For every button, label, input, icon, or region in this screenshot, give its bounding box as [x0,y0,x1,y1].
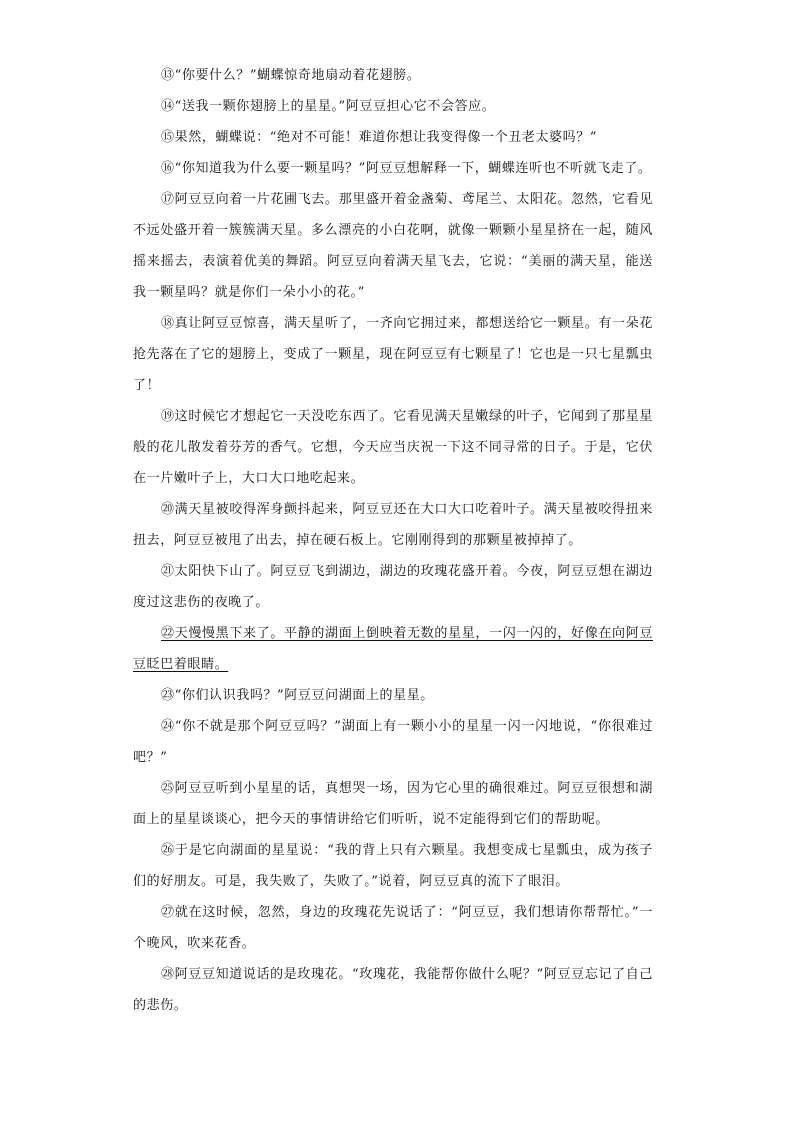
paragraph-25: ㉕阿豆豆听到小星星的话，真想哭一场，因为它心里的确很难过。阿豆豆很想和湖面上的星星谈谈心，把今天的事情讲给它们听听，说不定能得到它们的帮助呢。 [133,781,653,827]
paragraph-14: ⑭“送我一颗你翅膀上的星星。”阿豆豆担心它不会答应。 [161,99,496,114]
paragraph-27: ㉗就在这时候，忽然，身边的玫瑰花先说话了：“阿豆豆，我们想请你帮帮忙。”一个晚风，吹来花香。 [133,905,653,951]
paragraph-28: ㉘阿豆豆知道说话的是玫瑰花。“玫瑰花，我能帮你做什么呢？”阿豆豆忘记了自己的悲伤。 [133,967,653,1013]
paragraph-13: ⑬“你要什么？”蝴蝶惊奇地扇动着花翅膀。 [161,68,421,83]
story-text [133,60,653,1021]
paragraph-15: ⑮果然，蝴蝶说：“绝对不可能！难道你想让我变得像一个丑老太婆吗？” [161,130,598,145]
paragraph-17: ⑰阿豆豆向着一片花圃飞去。那里盛开着金盏菊、鸢尾兰、太阳花。忽然，它看见不远处盛开着一簇簇满天星。多么漂亮的小白花啊，就像一颗颗小星星挤在一起，随风摇来摇去，表演着优美的舞蹈。阿豆豆向着满天星飞去，它说：“美丽的满天星，能送我一颗星吗？就是你们一朵小小的花。” [133,192,653,300]
paragraph-16: ⑯“你知道我为什么要一颗星吗？”阿豆豆想解释一下，蝴蝶连听也不听就飞走了。 [161,161,652,176]
paragraph-22-underlined: ㉒天慢慢黑下来了。平静的湖面上倒映着无数的星星，一闪一闪的，好像在向阿豆豆眨巴着眼睛。 [133,626,653,672]
paragraph-26: ㉖于是它向湖面的星星说：“我的背上只有六颗星。我想变成七星瓢虫，成为孩子们的好朋友。可是，我失败了，失败了。”说着，阿豆豆真的流下了眼泪。 [133,843,653,889]
paragraph-19: ⑲这时候它才想起它一天没吃东西了。它看见满天星嫩绿的叶子，它闻到了那星星般的花儿散发着芬芳的香气。它想，今天应当庆祝一下这不同寻常的日子。于是，它伏在一片嫩叶子上，大口大口地吃起来。 [133,409,653,486]
paragraph-23: ㉓“你们认识我吗？”阿豆豆问湖面上的星星。 [161,688,434,703]
paragraph-20: ⑳满天星被咬得浑身颤抖起来，阿豆豆还在大口大口吃着叶子。满天星被咬得扭来扭去，阿豆豆被甩了出去，掉在硬石板上。它刚刚得到的那颗星被掉掉了。 [133,502,653,548]
paragraph-24: ㉔“你不就是那个阿豆豆吗？”湖面上有一颗小小的星星一闪一闪地说，“你很难过吧？” [133,719,653,765]
paragraph-18: ⑱真让阿豆豆惊喜，满天星听了，一齐向它拥过来，都想送给它一颗星。有一朵花抢先落在了它的翅膀上，变成了一颗星，现在阿豆豆有七颗星了！它也是一只七星瓢虫了！ [133,316,653,393]
paragraph-21: ㉑太阳快下山了。阿豆豆飞到湖边，湖边的玫瑰花盛开着。今夜，阿豆豆想在湖边度过这悲伤的夜晚了。 [133,564,653,610]
